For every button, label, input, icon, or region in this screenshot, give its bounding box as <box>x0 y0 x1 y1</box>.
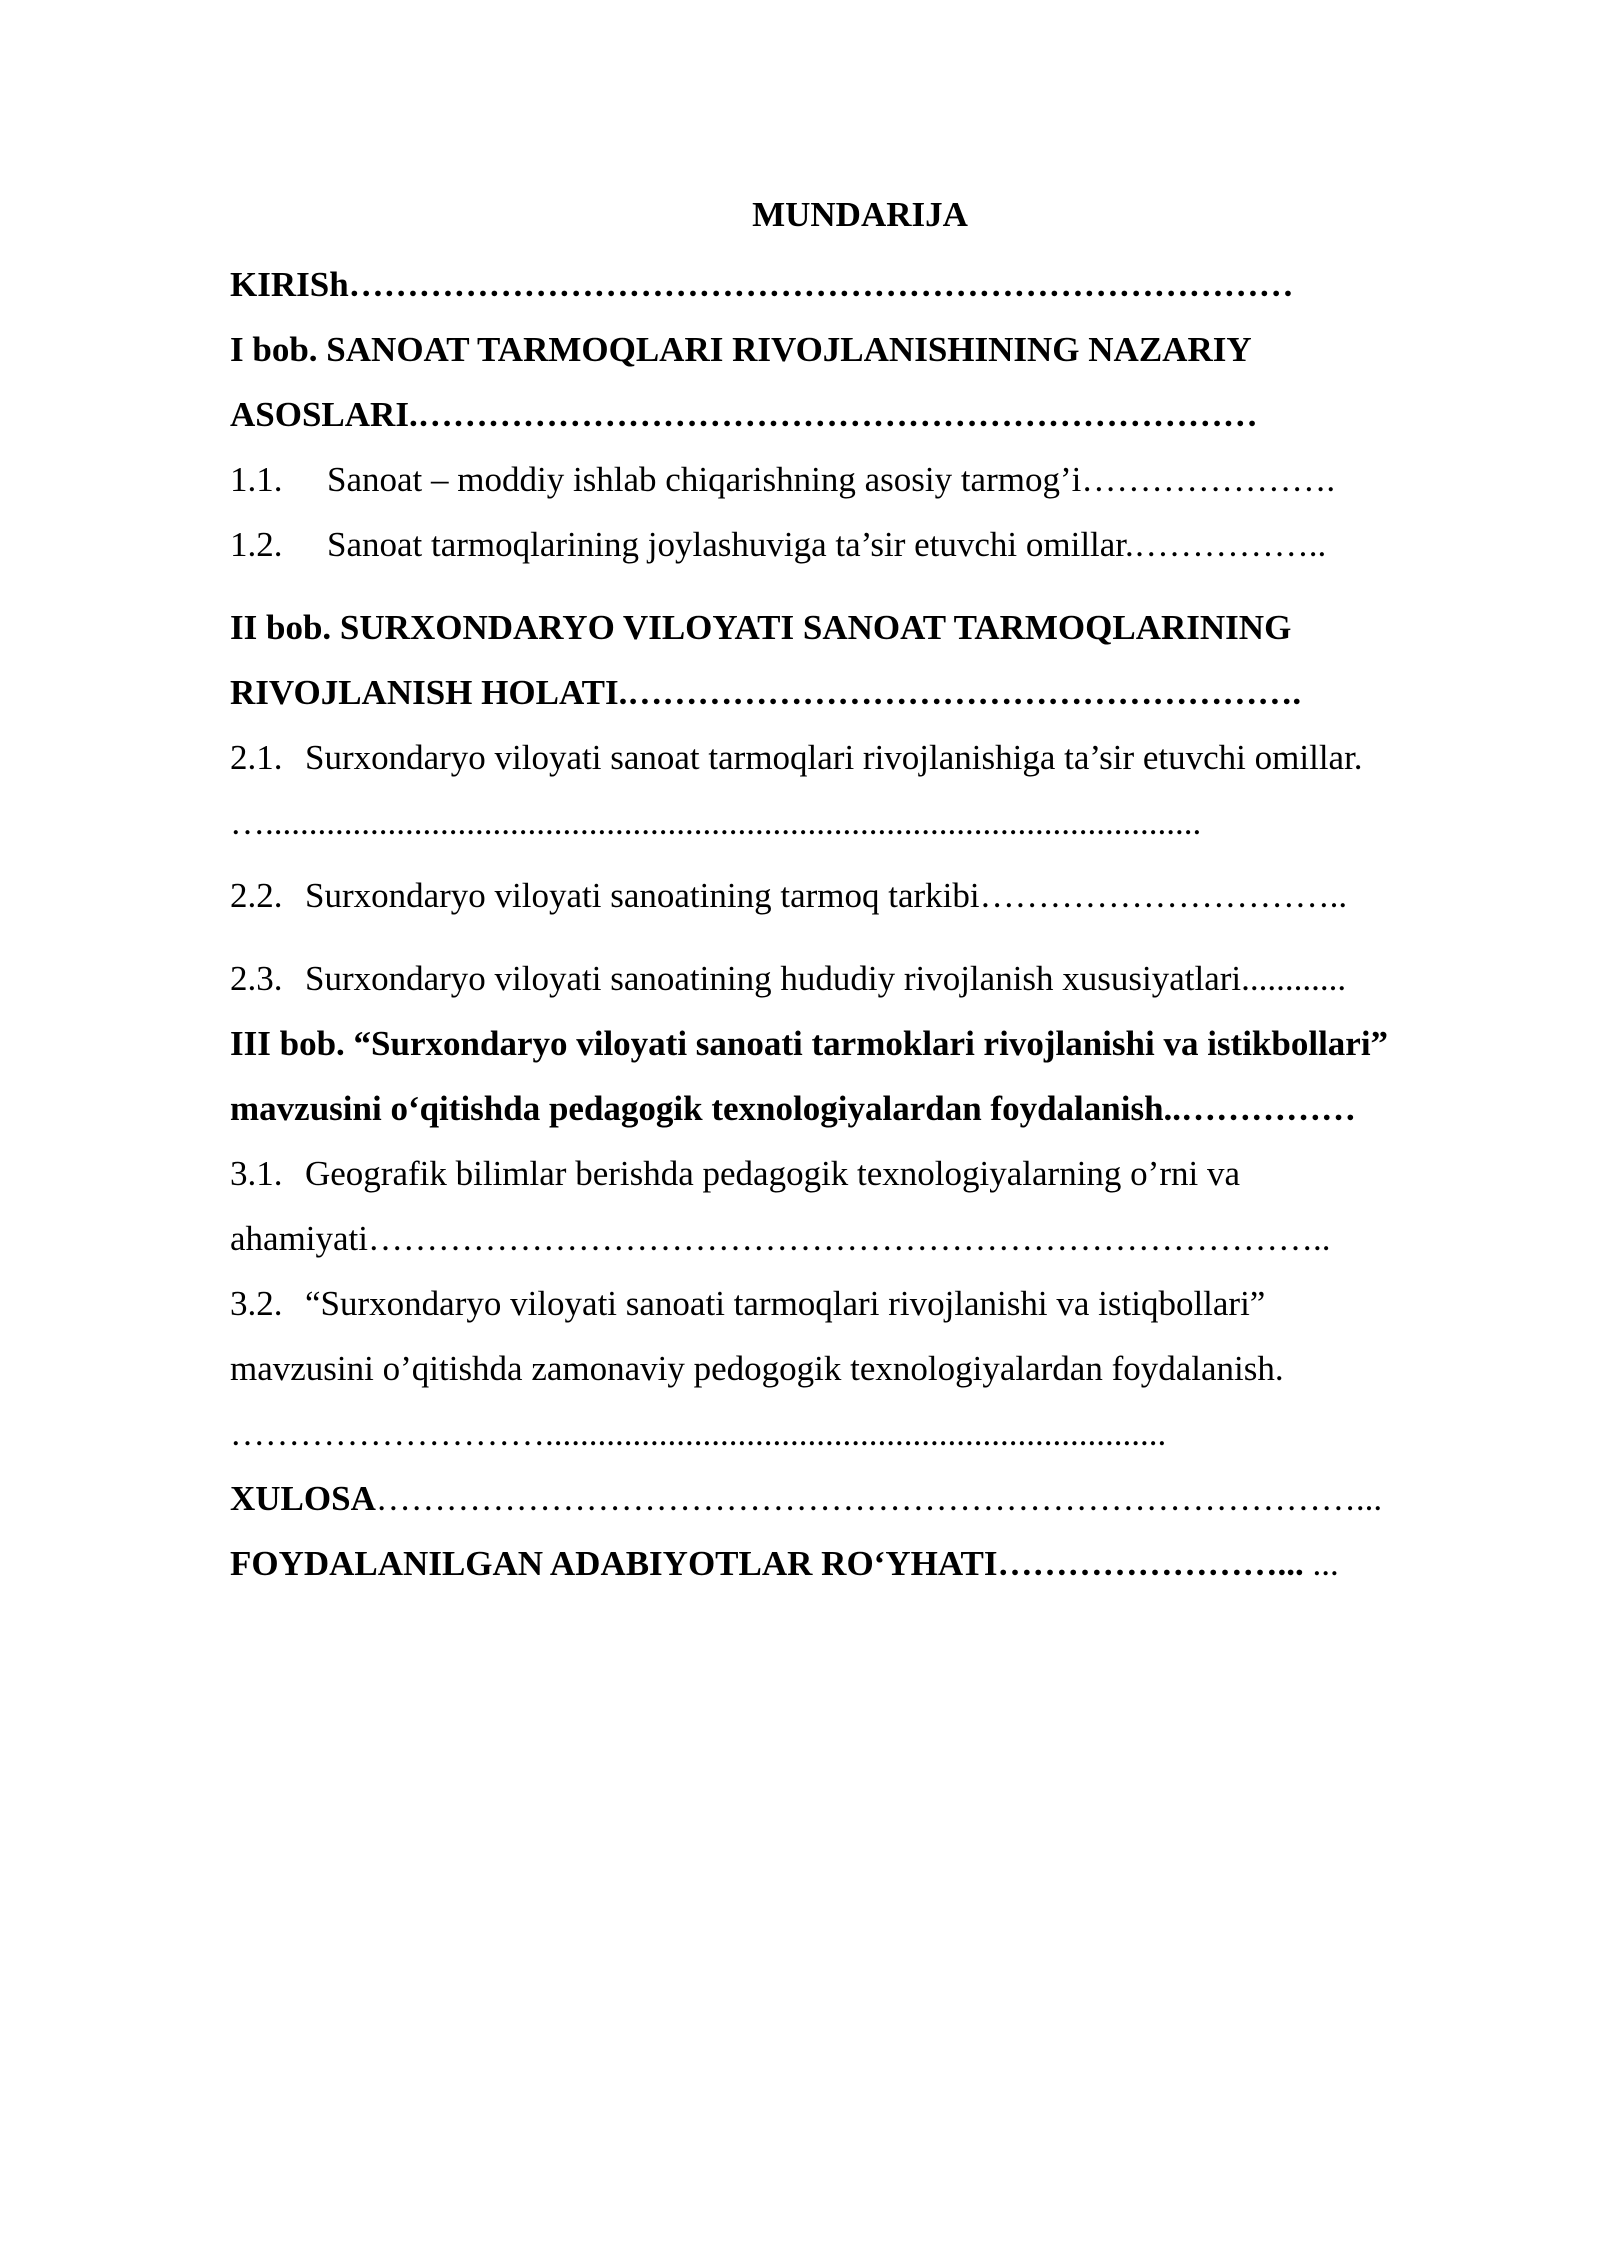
toc-entry-2-3 <box>230 946 1520 1011</box>
toc-entry-2-2 <box>230 863 1520 928</box>
section-title: XULOSA <box>230 1479 376 1518</box>
toc-entry-3-1-line2: ahamiyati……………………………………………………………………….. <box>230 1219 1331 1258</box>
toc-entry-3-2 <box>230 1271 1520 1336</box>
toc-entry-bob2-line1: II bob. SURXONDARYO VILOYATI SANOAT TARMOQLARINING <box>230 608 1292 647</box>
toc-entry-3-2-line2: mavzusini o’qitishda zamonaviy pedogogik texnologiyalardan foydalanish. <box>230 1349 1284 1388</box>
toc-entry-bob1-line1: I bob. SANOAT TARMOQLARI RIVOJLANISHINING NAZARIY <box>230 330 1252 369</box>
section-number: 3.1. <box>230 1154 283 1193</box>
toc-entry-bob2-line2: RIVOJLANISH HOLATI.…………………………………………………. <box>230 673 1302 712</box>
section-number: 2.1. <box>230 738 283 777</box>
section-title: Geografik bilimlar berishda pedagogik texnologiyalarning o’rni va <box>305 1154 1241 1193</box>
section-title: Surxondaryo viloyati sanoatining hududiy rivojlanish xususiyatlari............ <box>305 959 1347 998</box>
toc-entry-kirish: KIRISh……………………………………………………………………… <box>230 265 1294 304</box>
toc-entry-2-1-dots: …........................................................................................................... <box>230 803 1202 842</box>
leader-dots: …………………………………………………………………………... <box>375 1479 1383 1518</box>
section-title: Sanoat tarmoqlarining joylashuviga ta’sir etuvchi omillar.…………….. <box>327 525 1327 564</box>
toc-entry-3-2-dots: ………………………....................................................................... <box>230 1414 1167 1453</box>
leader-dots: ... <box>1303 1544 1339 1583</box>
toc-entry-xulosa <box>230 1466 1520 1531</box>
section-number: 2.2. <box>230 876 283 915</box>
section-title: Surxondaryo viloyati sanoat tarmoqlari rivojlanishiga ta’sir etuvchi omillar. <box>305 738 1363 777</box>
section-number: 1.1. <box>230 460 283 499</box>
section-title: Sanoat – moddiy ishlab chiqarishning asosiy tarmog’i…………………. <box>327 460 1336 499</box>
toc-entry-1-1 <box>230 447 1520 512</box>
section-title: “Surxondaryo viloyati sanoati tarmoqlari rivojlanishi va istiqbollari” <box>305 1284 1266 1323</box>
toc-entry-bob3-line2: mavzusini o‘qitishda pedagogik texnologiyalardan foydalanish..…………… <box>230 1089 1357 1128</box>
toc-entry-adabiyotlar <box>230 1531 1520 1596</box>
section-number: 3.2. <box>230 1284 283 1323</box>
toc-entry-bob3-line1: III bob. “Surxondaryo viloyati sanoati tarmoklari rivojlanishi va istikbollari” <box>230 1024 1389 1063</box>
section-number: 1.2. <box>230 525 283 564</box>
table-of-contents <box>230 190 1520 1596</box>
section-number: 2.3. <box>230 959 283 998</box>
page-title: MUNDARIJA <box>752 195 968 234</box>
section-title: Surxondaryo viloyati sanoatining tarmoq tarkibi………………………….. <box>305 876 1348 915</box>
toc-entry-2-1 <box>230 725 1520 790</box>
toc-entry-3-1 <box>230 1141 1520 1206</box>
section-title: FOYDALANILGAN ADABIYOTLAR RO‘YHATI……………………... <box>230 1544 1304 1583</box>
toc-entry-1-2 <box>230 512 1520 577</box>
toc-entry-bob1-line2: ASOSLARI.……………………………………………………………… <box>230 395 1258 434</box>
